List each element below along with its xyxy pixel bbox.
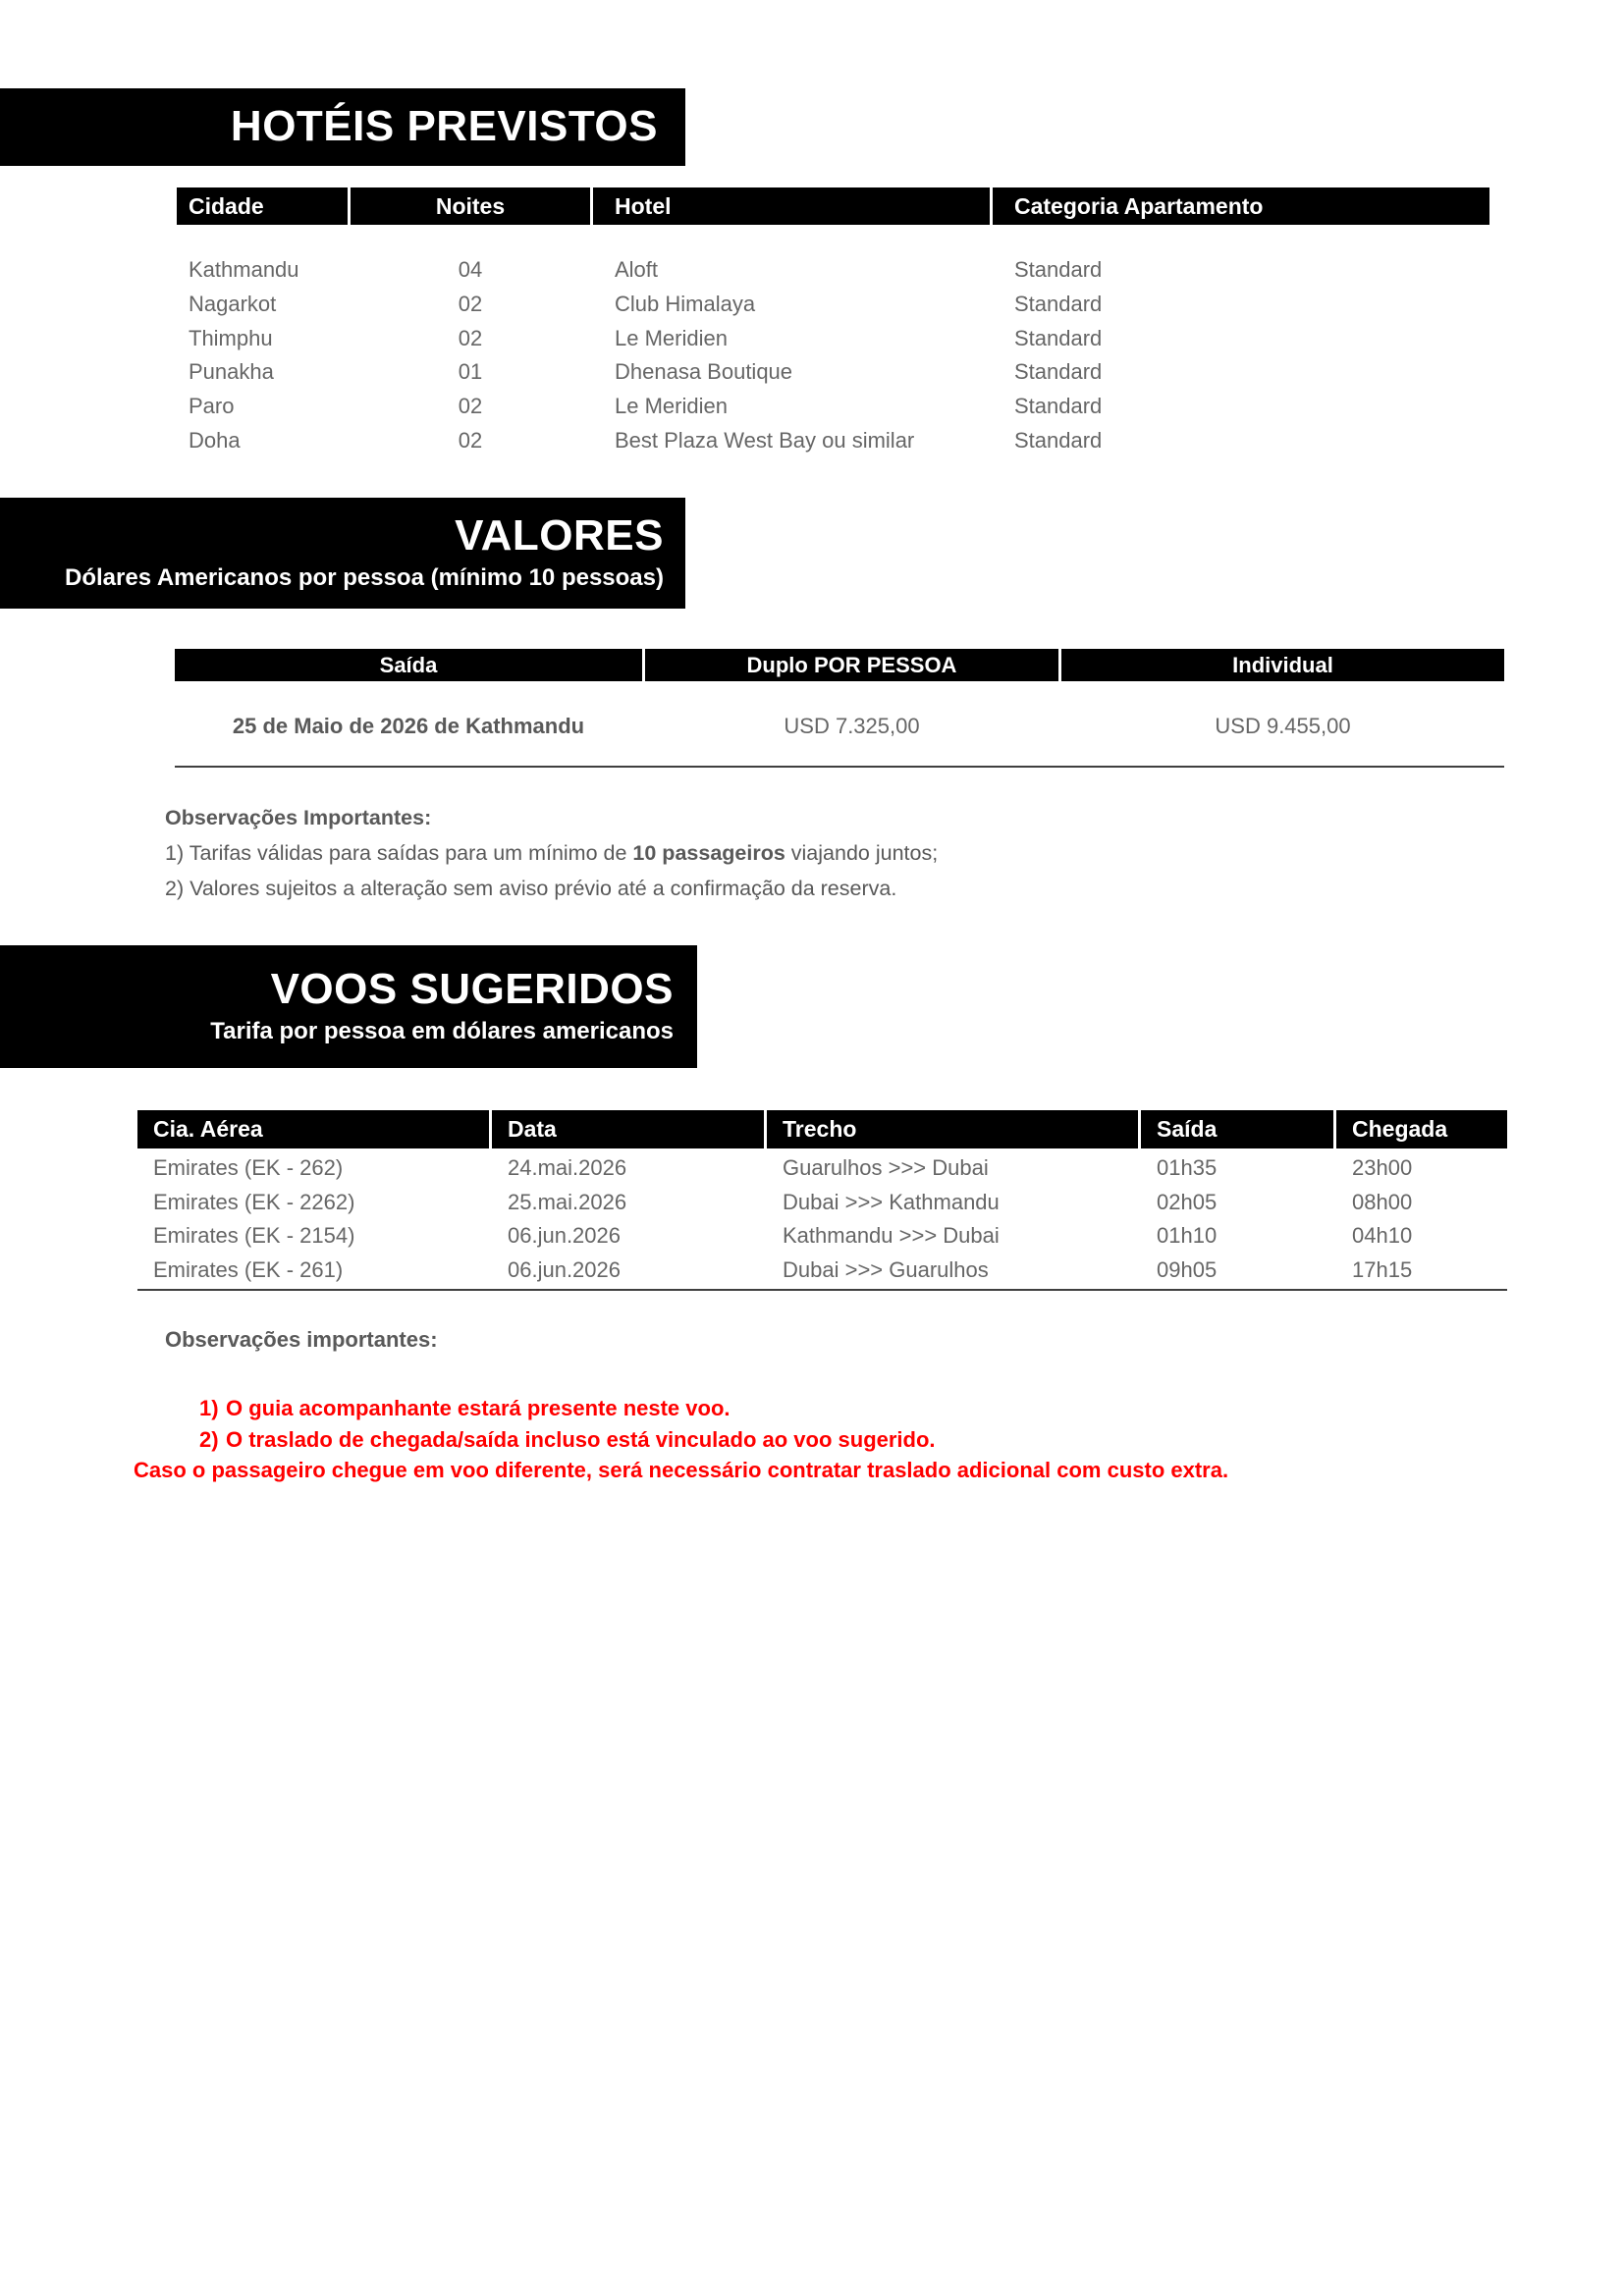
flight-arrival: 04h10 bbox=[1352, 1223, 1413, 1249]
values-note-1 bbox=[165, 835, 938, 871]
values-notes bbox=[165, 800, 938, 906]
individual-price: USD 9.455,00 bbox=[1215, 714, 1351, 738]
values-header-departure: Saída bbox=[175, 649, 642, 681]
table-row bbox=[137, 1151, 1507, 1186]
flights-table-bottom-rule bbox=[137, 1289, 1507, 1291]
flight-note-1-text: O guia acompanhante estará presente neste voo. bbox=[226, 1396, 731, 1420]
flights-section-title: VOOS SUGERIDOS bbox=[270, 965, 674, 1013]
hotels-header-hotel: Hotel bbox=[593, 187, 990, 225]
flight-route: Dubai >>> Kathmandu bbox=[783, 1189, 1000, 1214]
flights-table-header bbox=[137, 1110, 1507, 1148]
table-row bbox=[177, 321, 1489, 355]
flight-departure: 01h10 bbox=[1157, 1223, 1218, 1249]
values-section-title: VALORES bbox=[455, 511, 664, 560]
table-row bbox=[177, 355, 1489, 390]
hotels-header-city: Cidade bbox=[177, 187, 348, 225]
values-section-subtitle: Dólares Americanos por pessoa (mínimo 10 pessoas) bbox=[65, 564, 664, 592]
flight-departure: 01h35 bbox=[1157, 1155, 1218, 1181]
flight-notes-footer: Caso o passageiro chegue em voo diferente, será necessário contratar traslado adicional com custo extra. bbox=[134, 1458, 1229, 1482]
table-row bbox=[137, 1219, 1507, 1254]
values-table-bottom-rule bbox=[175, 766, 1504, 768]
hotel-category: Standard bbox=[1014, 292, 1103, 317]
flight-departure: 02h05 bbox=[1157, 1189, 1218, 1214]
values-note-2: 2) Valores sujeitos a alteração sem aviso prévio até a confirmação da reserva. bbox=[165, 877, 897, 900]
flight-note-1-number: 1) bbox=[199, 1396, 219, 1420]
hotel-city: Nagarkot bbox=[189, 292, 277, 317]
departure-date: 25 de Maio de 2026 de Kathmandu bbox=[232, 714, 585, 738]
hotel-name: Le Meridien bbox=[615, 325, 728, 350]
values-header-double: Duplo POR PESSOA bbox=[645, 649, 1058, 681]
values-note-1-prefix: 1) Tarifas válidas para saídas para um mínimo de bbox=[165, 841, 633, 865]
flight-notes-heading: Observações importantes: bbox=[165, 1327, 438, 1352]
flights-header-departure: Saída bbox=[1141, 1110, 1333, 1148]
table-row bbox=[177, 288, 1489, 322]
flight-airline: Emirates (EK - 261) bbox=[153, 1257, 344, 1283]
flight-note-1 bbox=[199, 1394, 731, 1423]
hotel-category: Standard bbox=[1014, 394, 1103, 419]
flights-header-route: Trecho bbox=[767, 1110, 1138, 1148]
values-section-banner bbox=[0, 498, 685, 609]
hotel-city: Kathmandu bbox=[189, 257, 299, 283]
flight-route: Guarulhos >>> Dubai bbox=[783, 1155, 989, 1181]
flights-header-date: Data bbox=[492, 1110, 764, 1148]
hotels-section-title: HOTÉIS PREVISTOS bbox=[230, 102, 658, 151]
values-notes-heading: Observações Importantes: bbox=[165, 806, 432, 829]
flights-table-body bbox=[137, 1151, 1507, 1287]
flight-airline: Emirates (EK - 2154) bbox=[153, 1223, 355, 1249]
hotel-nights: 02 bbox=[458, 394, 483, 419]
hotels-table-body bbox=[177, 253, 1489, 457]
hotel-name: Club Himalaya bbox=[615, 292, 756, 317]
flights-header-arrival: Chegada bbox=[1336, 1110, 1507, 1148]
hotel-category: Standard bbox=[1014, 257, 1103, 283]
flight-date: 06.jun.2026 bbox=[508, 1223, 621, 1249]
hotel-category: Standard bbox=[1014, 359, 1103, 385]
hotel-nights: 01 bbox=[458, 359, 483, 385]
table-row bbox=[177, 423, 1489, 457]
hotel-name: Aloft bbox=[615, 257, 659, 283]
table-row bbox=[137, 1186, 1507, 1220]
table-row bbox=[177, 253, 1489, 288]
values-note-1-bold: 10 passageiros bbox=[632, 841, 785, 865]
hotel-name: Le Meridien bbox=[615, 394, 728, 419]
flight-arrival: 17h15 bbox=[1352, 1257, 1413, 1283]
values-table-header bbox=[175, 649, 1504, 681]
flights-header-airline: Cia. Aérea bbox=[137, 1110, 489, 1148]
hotel-name: Dhenasa Boutique bbox=[615, 359, 793, 385]
flight-arrival: 08h00 bbox=[1352, 1189, 1413, 1214]
flight-airline: Emirates (EK - 262) bbox=[153, 1155, 344, 1181]
flight-airline: Emirates (EK - 2262) bbox=[153, 1189, 355, 1214]
double-price: USD 7.325,00 bbox=[784, 714, 920, 738]
flight-route: Kathmandu >>> Dubai bbox=[783, 1223, 1000, 1249]
hotel-nights: 02 bbox=[458, 325, 483, 350]
hotels-header-category: Categoria Apartamento bbox=[993, 187, 1489, 225]
flight-arrival: 23h00 bbox=[1352, 1155, 1413, 1181]
flight-date: 24.mai.2026 bbox=[508, 1155, 627, 1181]
hotel-city: Doha bbox=[189, 427, 241, 453]
hotels-header-nights: Noites bbox=[351, 187, 590, 225]
hotel-nights: 02 bbox=[458, 292, 483, 317]
flight-date: 25.mai.2026 bbox=[508, 1189, 627, 1214]
hotel-city: Punakha bbox=[189, 359, 274, 385]
hotel-name: Best Plaza West Bay ou similar bbox=[615, 427, 915, 453]
table-row bbox=[137, 1254, 1507, 1288]
values-note-1-suffix: viajando juntos; bbox=[785, 841, 939, 865]
flight-route: Dubai >>> Guarulhos bbox=[783, 1257, 989, 1283]
hotels-table-header bbox=[177, 187, 1489, 225]
flight-note-2 bbox=[199, 1425, 936, 1455]
hotel-nights: 04 bbox=[458, 257, 483, 283]
hotels-section-banner bbox=[0, 88, 685, 166]
flight-note-2-number: 2) bbox=[199, 1427, 219, 1452]
flight-note-2-text: O traslado de chegada/saída incluso está vinculado ao voo sugerido. bbox=[226, 1427, 936, 1452]
flights-section-subtitle: Tarifa por pessoa em dólares americanos bbox=[210, 1018, 674, 1045]
hotel-city: Thimphu bbox=[189, 325, 273, 350]
values-table-body bbox=[175, 712, 1504, 741]
flights-section-banner bbox=[0, 945, 697, 1068]
hotel-category: Standard bbox=[1014, 325, 1103, 350]
values-header-individual: Individual bbox=[1061, 649, 1504, 681]
hotel-category: Standard bbox=[1014, 427, 1103, 453]
table-row bbox=[175, 712, 1504, 741]
flight-date: 06.jun.2026 bbox=[508, 1257, 621, 1283]
hotel-nights: 02 bbox=[458, 427, 483, 453]
hotel-city: Paro bbox=[189, 394, 235, 419]
flight-departure: 09h05 bbox=[1157, 1257, 1218, 1283]
table-row bbox=[177, 390, 1489, 424]
